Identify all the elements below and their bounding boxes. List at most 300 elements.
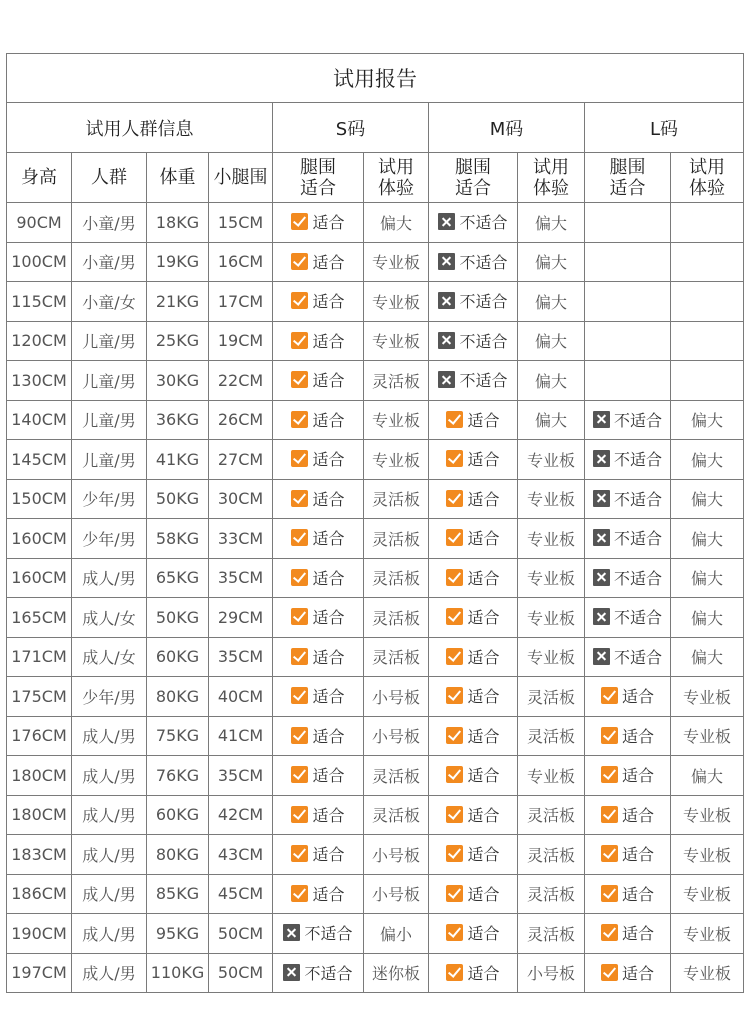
fit-label: 不适合 xyxy=(459,213,508,233)
l-experience-cell xyxy=(671,321,744,361)
calf-cell: 17CM xyxy=(209,282,273,322)
gray-x-icon xyxy=(593,569,610,586)
group-cell: 儿童/男 xyxy=(72,400,147,440)
fit-label: 适合 xyxy=(312,252,345,272)
weight-cell: 60KG xyxy=(147,637,209,677)
l-fit-cell xyxy=(585,558,671,598)
m-fit-cell xyxy=(429,598,518,638)
m-experience-cell: 灵活板 xyxy=(518,716,585,756)
l-fit-cell xyxy=(585,400,671,440)
gray-x-icon xyxy=(283,964,300,981)
s-fit-cell xyxy=(273,242,364,282)
orange-check-icon xyxy=(446,727,463,744)
calf-cell: 27CM xyxy=(209,440,273,480)
m-fit-cell xyxy=(429,677,518,717)
m-fit-cell xyxy=(429,874,518,914)
l-experience-cell: 偏大 xyxy=(671,558,744,598)
weight-cell: 65KG xyxy=(147,558,209,598)
orange-check-icon xyxy=(291,687,308,704)
group-cell: 成人/女 xyxy=(72,637,147,677)
table-row xyxy=(7,716,744,756)
fit-mark xyxy=(593,487,662,510)
fit-mark xyxy=(446,447,499,470)
m-experience-cell: 专业板 xyxy=(518,558,585,598)
s-experience-cell: 灵活板 xyxy=(364,756,429,796)
m-experience-cell: 专业板 xyxy=(518,479,585,519)
orange-check-icon xyxy=(601,885,618,902)
table-row xyxy=(7,519,744,559)
fit-mark xyxy=(291,447,344,470)
gray-x-icon xyxy=(438,253,455,270)
orange-check-icon xyxy=(446,648,463,665)
table-row xyxy=(7,598,744,638)
group-cell: 小童/男 xyxy=(72,242,147,282)
l-fit-cell xyxy=(585,282,671,322)
height-cell: 197CM xyxy=(7,953,72,993)
height-cell: 130CM xyxy=(7,361,72,401)
fit-mark xyxy=(291,842,344,865)
table-row xyxy=(7,914,744,954)
fit-mark xyxy=(446,724,499,747)
column-header-row xyxy=(7,153,744,203)
fit-label: 适合 xyxy=(467,608,500,628)
s-fit-cell xyxy=(273,835,364,875)
weight-cell: 25KG xyxy=(147,321,209,361)
fit-mark xyxy=(283,961,352,984)
fit-label: 适合 xyxy=(621,805,654,825)
fit-mark xyxy=(593,566,662,589)
height-header: 身高 xyxy=(7,153,72,203)
s-fit-cell xyxy=(273,400,364,440)
l-fit-cell xyxy=(585,835,671,875)
trial-report-table xyxy=(6,53,744,993)
fit-mark xyxy=(291,408,344,431)
l-fit-cell xyxy=(585,598,671,638)
l-fit-cell xyxy=(585,795,671,835)
fit-label: 不适合 xyxy=(459,292,508,312)
size-m-header: M码 xyxy=(429,103,585,153)
height-cell: 180CM xyxy=(7,795,72,835)
m-fit-cell xyxy=(429,400,518,440)
height-cell: 171CM xyxy=(7,637,72,677)
size-l-header: L码 xyxy=(585,103,744,153)
m-experience-cell: 偏大 xyxy=(518,242,585,282)
fit-mark xyxy=(601,961,654,984)
fit-mark xyxy=(291,487,344,510)
s-fit-cell xyxy=(273,519,364,559)
s-fit-header: 腿围 适合 xyxy=(273,153,364,203)
s-experience-header: 试用 体验 xyxy=(364,153,429,203)
fit-label: 适合 xyxy=(312,331,345,351)
group-cell: 成人/男 xyxy=(72,558,147,598)
group-cell: 成人/男 xyxy=(72,756,147,796)
s-experience-cell: 专业板 xyxy=(364,282,429,322)
s-fit-cell xyxy=(273,479,364,519)
group-cell: 小童/男 xyxy=(72,203,147,243)
gray-x-icon xyxy=(438,371,455,388)
calf-cell: 22CM xyxy=(209,361,273,401)
m-experience-cell: 小号板 xyxy=(518,953,585,993)
l-experience-cell: 偏大 xyxy=(671,440,744,480)
gray-x-icon xyxy=(593,608,610,625)
report-title: 试用报告 xyxy=(7,54,744,103)
orange-check-icon xyxy=(446,885,463,902)
s-fit-cell xyxy=(273,716,364,756)
l-experience-cell: 偏大 xyxy=(671,637,744,677)
table-row xyxy=(7,637,744,677)
fit-label: 适合 xyxy=(467,489,500,509)
fit-mark xyxy=(438,329,507,352)
fit-mark xyxy=(291,210,344,233)
m-experience-cell: 灵活板 xyxy=(518,914,585,954)
fit-label: 适合 xyxy=(467,410,500,430)
fit-label: 不适合 xyxy=(613,450,662,470)
orange-check-icon xyxy=(291,371,308,388)
l-experience-cell: 专业板 xyxy=(671,795,744,835)
fit-mark xyxy=(291,289,344,312)
fit-label: 不适合 xyxy=(613,647,662,667)
fit-label: 适合 xyxy=(467,805,500,825)
s-experience-cell: 灵活板 xyxy=(364,598,429,638)
s-fit-cell xyxy=(273,282,364,322)
weight-cell: 58KG xyxy=(147,519,209,559)
weight-cell: 80KG xyxy=(147,835,209,875)
table-row xyxy=(7,203,744,243)
m-experience-cell: 灵活板 xyxy=(518,835,585,875)
fit-label: 适合 xyxy=(621,845,654,865)
fit-mark xyxy=(291,645,344,668)
s-fit-cell xyxy=(273,756,364,796)
m-experience-cell: 灵活板 xyxy=(518,795,585,835)
calf-cell: 50CM xyxy=(209,914,273,954)
m-experience-cell: 专业板 xyxy=(518,519,585,559)
fit-label: 适合 xyxy=(621,884,654,904)
orange-check-icon xyxy=(601,964,618,981)
fit-label: 适合 xyxy=(467,845,500,865)
people-info-header: 试用人群信息 xyxy=(7,103,273,153)
l-fit-cell xyxy=(585,914,671,954)
gray-x-icon xyxy=(593,490,610,507)
fit-mark xyxy=(601,921,654,944)
fit-label: 适合 xyxy=(312,489,345,509)
fit-mark xyxy=(601,763,654,786)
fit-label: 适合 xyxy=(312,450,345,470)
weight-cell: 95KG xyxy=(147,914,209,954)
table-row xyxy=(7,558,744,598)
orange-check-icon xyxy=(446,608,463,625)
fit-mark xyxy=(291,329,344,352)
orange-check-icon xyxy=(291,529,308,546)
gray-x-icon xyxy=(438,213,455,230)
group-cell: 成人/男 xyxy=(72,953,147,993)
s-experience-cell: 小号板 xyxy=(364,716,429,756)
m-fit-cell xyxy=(429,637,518,677)
height-cell: 175CM xyxy=(7,677,72,717)
fit-label: 适合 xyxy=(312,410,345,430)
fit-mark xyxy=(446,408,499,431)
fit-mark xyxy=(291,763,344,786)
m-experience-cell: 偏大 xyxy=(518,203,585,243)
m-fit-cell xyxy=(429,914,518,954)
fit-label: 适合 xyxy=(621,963,654,983)
title-row xyxy=(7,54,744,103)
l-fit-header: 腿围 适合 xyxy=(585,153,671,203)
m-fit-cell xyxy=(429,519,518,559)
height-cell: 145CM xyxy=(7,440,72,480)
m-experience-cell: 偏大 xyxy=(518,282,585,322)
group-cell: 成人/男 xyxy=(72,914,147,954)
orange-check-icon xyxy=(291,806,308,823)
orange-check-icon xyxy=(601,845,618,862)
orange-check-icon xyxy=(601,727,618,744)
weight-cell: 80KG xyxy=(147,677,209,717)
fit-mark xyxy=(446,921,499,944)
group-cell: 少年/男 xyxy=(72,519,147,559)
orange-check-icon xyxy=(291,569,308,586)
height-cell: 160CM xyxy=(7,558,72,598)
s-fit-cell xyxy=(273,598,364,638)
fit-mark xyxy=(446,526,499,549)
group-header: 人群 xyxy=(72,153,147,203)
fit-mark xyxy=(283,921,352,944)
l-fit-cell xyxy=(585,519,671,559)
l-experience-cell: 专业板 xyxy=(671,953,744,993)
orange-check-icon xyxy=(446,411,463,428)
orange-check-icon xyxy=(291,845,308,862)
m-fit-cell xyxy=(429,558,518,598)
weight-cell: 30KG xyxy=(147,361,209,401)
calf-cell: 45CM xyxy=(209,874,273,914)
orange-check-icon xyxy=(446,450,463,467)
fit-mark xyxy=(446,487,499,510)
l-experience-cell: 专业板 xyxy=(671,677,744,717)
table-row xyxy=(7,795,744,835)
orange-check-icon xyxy=(291,450,308,467)
m-fit-cell xyxy=(429,242,518,282)
s-experience-cell: 小号板 xyxy=(364,677,429,717)
table-row xyxy=(7,400,744,440)
l-experience-cell xyxy=(671,282,744,322)
fit-mark xyxy=(438,250,507,273)
orange-check-icon xyxy=(291,213,308,230)
m-fit-cell xyxy=(429,953,518,993)
fit-label: 适合 xyxy=(621,726,654,746)
s-experience-cell: 灵活板 xyxy=(364,637,429,677)
orange-check-icon xyxy=(446,687,463,704)
fit-label: 适合 xyxy=(312,766,345,786)
calf-cell: 50CM xyxy=(209,953,273,993)
l-experience-cell: 专业板 xyxy=(671,716,744,756)
height-cell: 190CM xyxy=(7,914,72,954)
orange-check-icon xyxy=(446,924,463,941)
gray-x-icon xyxy=(593,411,610,428)
fit-mark xyxy=(446,763,499,786)
s-experience-cell: 专业板 xyxy=(364,440,429,480)
s-fit-cell xyxy=(273,321,364,361)
weight-cell: 75KG xyxy=(147,716,209,756)
fit-label: 不适合 xyxy=(304,924,353,944)
m-experience-cell: 偏大 xyxy=(518,400,585,440)
orange-check-icon xyxy=(601,924,618,941)
fit-label: 适合 xyxy=(312,568,345,588)
calf-cell: 41CM xyxy=(209,716,273,756)
calf-cell: 30CM xyxy=(209,479,273,519)
orange-check-icon xyxy=(446,766,463,783)
m-fit-cell xyxy=(429,756,518,796)
fit-label: 适合 xyxy=(621,766,654,786)
group-cell: 小童/女 xyxy=(72,282,147,322)
l-experience-cell: 偏大 xyxy=(671,598,744,638)
calf-cell: 16CM xyxy=(209,242,273,282)
fit-label: 适合 xyxy=(312,884,345,904)
fit-label: 适合 xyxy=(621,687,654,707)
fit-mark xyxy=(446,605,499,628)
weight-header: 体重 xyxy=(147,153,209,203)
group-cell: 成人/男 xyxy=(72,835,147,875)
s-experience-cell: 灵活板 xyxy=(364,479,429,519)
m-fit-cell xyxy=(429,479,518,519)
m-fit-cell xyxy=(429,795,518,835)
fit-label: 适合 xyxy=(312,726,345,746)
table-row xyxy=(7,361,744,401)
gray-x-icon xyxy=(283,924,300,941)
fit-label: 适合 xyxy=(467,687,500,707)
calf-cell: 35CM xyxy=(209,756,273,796)
calf-cell: 33CM xyxy=(209,519,273,559)
l-fit-cell xyxy=(585,361,671,401)
orange-check-icon xyxy=(446,529,463,546)
fit-mark xyxy=(593,645,662,668)
weight-cell: 50KG xyxy=(147,479,209,519)
fit-label: 适合 xyxy=(467,726,500,746)
weight-cell: 85KG xyxy=(147,874,209,914)
fit-mark xyxy=(601,724,654,747)
s-experience-cell: 专业板 xyxy=(364,321,429,361)
m-fit-cell xyxy=(429,440,518,480)
fit-label: 适合 xyxy=(312,687,345,707)
m-experience-cell: 专业板 xyxy=(518,756,585,796)
height-cell: 186CM xyxy=(7,874,72,914)
fit-mark xyxy=(593,605,662,628)
height-cell: 160CM xyxy=(7,519,72,559)
table-row xyxy=(7,242,744,282)
orange-check-icon xyxy=(601,806,618,823)
l-experience-cell: 偏大 xyxy=(671,519,744,559)
calf-header: 小腿围 xyxy=(209,153,273,203)
table-row xyxy=(7,835,744,875)
calf-cell: 42CM xyxy=(209,795,273,835)
table-row xyxy=(7,282,744,322)
s-fit-cell xyxy=(273,637,364,677)
height-cell: 165CM xyxy=(7,598,72,638)
orange-check-icon xyxy=(291,608,308,625)
fit-label: 适合 xyxy=(467,529,500,549)
weight-cell: 21KG xyxy=(147,282,209,322)
fit-label: 不适合 xyxy=(613,568,662,588)
gray-x-icon xyxy=(593,529,610,546)
group-cell: 少年/男 xyxy=(72,479,147,519)
fit-mark xyxy=(446,882,499,905)
m-fit-cell xyxy=(429,361,518,401)
height-cell: 183CM xyxy=(7,835,72,875)
height-cell: 140CM xyxy=(7,400,72,440)
group-header-row xyxy=(7,103,744,153)
orange-check-icon xyxy=(446,845,463,862)
l-fit-cell xyxy=(585,716,671,756)
s-experience-cell: 灵活板 xyxy=(364,519,429,559)
m-fit-header: 腿围 适合 xyxy=(429,153,518,203)
gray-x-icon xyxy=(438,332,455,349)
l-fit-cell xyxy=(585,242,671,282)
s-experience-cell: 灵活板 xyxy=(364,795,429,835)
weight-cell: 50KG xyxy=(147,598,209,638)
m-experience-cell: 专业板 xyxy=(518,440,585,480)
l-experience-cell: 偏大 xyxy=(671,400,744,440)
fit-mark xyxy=(446,645,499,668)
fit-mark xyxy=(593,447,662,470)
fit-mark xyxy=(593,526,662,549)
calf-cell: 43CM xyxy=(209,835,273,875)
m-experience-header: 试用 体验 xyxy=(518,153,585,203)
l-experience-cell: 专业板 xyxy=(671,914,744,954)
weight-cell: 60KG xyxy=(147,795,209,835)
table-row xyxy=(7,953,744,993)
height-cell: 180CM xyxy=(7,756,72,796)
height-cell: 150CM xyxy=(7,479,72,519)
s-experience-cell: 灵活板 xyxy=(364,558,429,598)
l-fit-cell xyxy=(585,321,671,361)
fit-mark xyxy=(601,842,654,865)
fit-label: 适合 xyxy=(467,963,500,983)
height-cell: 90CM xyxy=(7,203,72,243)
fit-label: 不适合 xyxy=(459,371,508,391)
fit-label: 适合 xyxy=(621,924,654,944)
s-fit-cell xyxy=(273,558,364,598)
group-cell: 成人/男 xyxy=(72,795,147,835)
s-fit-cell xyxy=(273,677,364,717)
fit-label: 适合 xyxy=(312,371,345,391)
gray-x-icon xyxy=(593,648,610,665)
calf-cell: 35CM xyxy=(209,637,273,677)
fit-label: 适合 xyxy=(467,450,500,470)
fit-label: 适合 xyxy=(312,213,345,233)
orange-check-icon xyxy=(291,411,308,428)
orange-check-icon xyxy=(446,806,463,823)
calf-cell: 15CM xyxy=(209,203,273,243)
m-fit-cell xyxy=(429,282,518,322)
m-experience-cell: 偏大 xyxy=(518,361,585,401)
table-row xyxy=(7,479,744,519)
table-row xyxy=(7,321,744,361)
fit-mark xyxy=(438,368,507,391)
fit-mark xyxy=(446,803,499,826)
group-cell: 儿童/男 xyxy=(72,361,147,401)
orange-check-icon xyxy=(291,885,308,902)
m-experience-cell: 偏大 xyxy=(518,321,585,361)
fit-label: 适合 xyxy=(467,766,500,786)
fit-mark xyxy=(291,250,344,273)
fit-mark xyxy=(601,882,654,905)
s-fit-cell xyxy=(273,953,364,993)
group-cell: 成人/女 xyxy=(72,598,147,638)
orange-check-icon xyxy=(291,292,308,309)
orange-check-icon xyxy=(291,727,308,744)
s-fit-cell xyxy=(273,795,364,835)
group-cell: 少年/男 xyxy=(72,677,147,717)
fit-label: 适合 xyxy=(312,608,345,628)
fit-mark xyxy=(593,408,662,431)
height-cell: 115CM xyxy=(7,282,72,322)
